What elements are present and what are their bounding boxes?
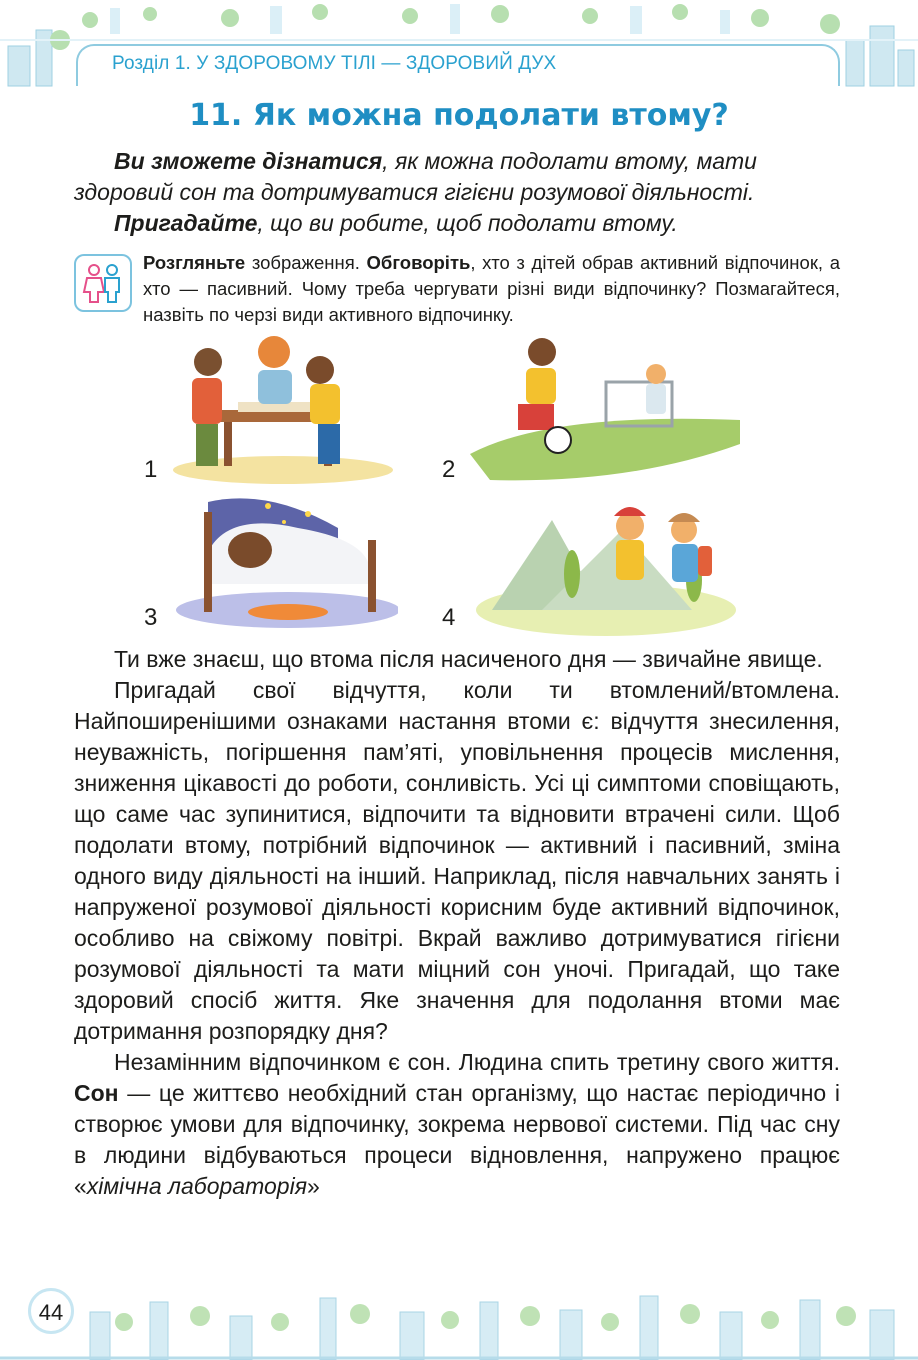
picture-hiking <box>472 490 742 640</box>
intro-bold-1: Ви зможете дізнатися <box>114 148 383 174</box>
body-p3-bold: Сон <box>74 1080 119 1106</box>
people-icon <box>74 254 132 312</box>
section-title: У ЗДОРОВОМУ ТІЛІ — ЗДОРОВИЙ ДУХ <box>196 53 557 74</box>
body-p3-mid: — це життєво необхідний стан організму, що настає періодично і створює умови для відпочинку, зокрема нервової системи. Під час сну в людини відбуваються процеси відновлення, напружено працює « <box>74 1080 840 1199</box>
task-text-1: зображення. <box>245 252 367 273</box>
picture-football <box>470 334 740 484</box>
intro-paragraph-2 <box>74 208 840 239</box>
section-prefix: Розділ 1. <box>112 53 191 74</box>
picture-chess <box>168 336 398 486</box>
task-text <box>143 250 840 328</box>
body-paragraph-2: Пригадай свої відчуття, коли ти втомлений/втомлена. Найпоширенішими ознаками настання втоми є: відчуття знесилення, неуважність, погіршення пам’яті, уповільнення процесів мислення, зниження цікавості до роботи, сонливість. Усі ці симптоми сповіщають, що саме час зупинитися, відпочити та відновити втрачені сили. Щоб подолати втому, потрібний відпочинок — активний і пасивний, зміна одного виду діяльності на інший. Наприклад, після навчальних занять і напруженої розумової діяльності корисним буде активний відпочинок, особливо на свіжому повітрі. Вкрай важливо дотримуватися гігієни розумової діяльності та мати міцний сон уночі. Пригадай, що таке здоровий спосіб життя. Яке значення для подолання втоми має дотримання розпорядку дня? <box>74 677 840 1044</box>
picture-number-4: 4 <box>442 604 456 631</box>
body-p3-italic: хімічна лабораторія <box>86 1173 307 1199</box>
body-paragraph-1: Ти вже знаєш, що втома після насиченого дня — звичайне явище. <box>114 646 823 672</box>
intro-text-2: , що ви робите, щоб подолати втому. <box>257 210 678 236</box>
picture-number-3: 3 <box>144 604 158 631</box>
body-p3-start: Незамінним відпочинком є сон. Людина спить третину свого життя. <box>114 1049 840 1075</box>
picture-number-2: 2 <box>442 456 456 483</box>
task-text-2: , хто з дітей обрав активний відпочинок, а хто — пасивний. Чому треба чергувати різні види відпочинку? Позмагайтеся, назвіть по черзі види активного відпочинку. <box>143 252 840 325</box>
body-text <box>74 644 840 1202</box>
body-p3-end: » <box>306 1173 320 1199</box>
task-bold-1: Розгляньте <box>143 252 246 273</box>
intro-paragraph-1 <box>74 146 840 208</box>
lesson-title: 11. Як можна подолати втому? <box>189 98 729 133</box>
picture-sleeping <box>168 492 398 632</box>
body-paragraph-3 <box>74 1047 840 1202</box>
section-header <box>112 53 556 75</box>
intro-text-1: , як можна подолати втому, мати здоровий сон та дотримуватися гігієни розумової діяльності. <box>74 148 757 205</box>
picture-number-1: 1 <box>144 456 158 483</box>
bottom-decorative-border <box>0 1282 918 1360</box>
task-bold-2: Обговоріть <box>366 252 471 273</box>
page-number: 44 <box>28 1288 74 1334</box>
intro-bold-2: Пригадайте <box>114 210 258 236</box>
